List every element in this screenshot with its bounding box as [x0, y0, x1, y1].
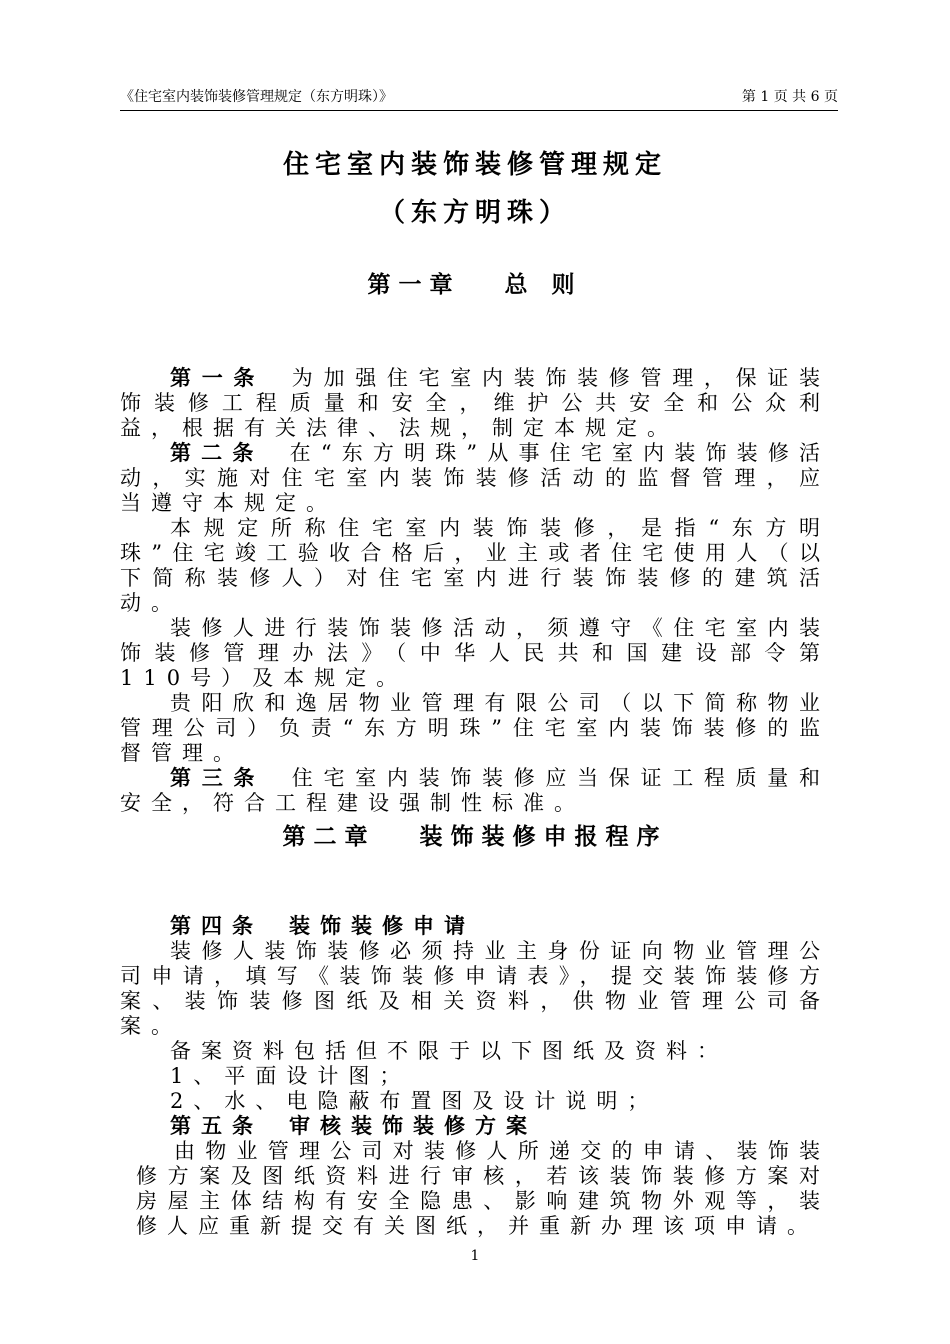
- article-4-heading: [120, 914, 830, 939]
- paragraph-application: 装修人装饰装修必须持业主身份证向物业管理公司申请，填写《装饰装修申请表》，提交装饰装修方案、装饰装修图纸及相关资料，供物业管理公司备案。: [120, 939, 830, 1038]
- article-2-text: 在“东方明珠”从事住宅室内装饰装修活动，实施对住宅室内装饰装修活动的监督管理，应当遵守本规定。: [120, 441, 830, 515]
- article-4-label: 第四条: [170, 914, 263, 938]
- chapter-1-number: 第一章: [367, 272, 461, 298]
- list-item-floor-plan: 1、平面设计图；: [170, 1064, 411, 1088]
- document-subtitle: （东方明珠）: [378, 198, 571, 228]
- chapter-2-heading: [0, 818, 950, 851]
- article-5-heading: [120, 1114, 830, 1139]
- article-2: [120, 441, 830, 516]
- header-doc-title: 《住宅室内装饰装修管理规定（东方明珠）》: [120, 89, 393, 105]
- chapter-1-heading: [0, 266, 950, 299]
- article-3-label: 第三条: [170, 766, 266, 790]
- article-5-title: 审核装饰装修方案: [289, 1114, 537, 1138]
- list-item-hidden-works: 2、水、电隐蔽布置图及设计说明；: [170, 1089, 659, 1113]
- article-1-label: 第一条: [170, 366, 266, 390]
- article-2-label: 第二条: [170, 441, 264, 465]
- article-4-title: 装饰装修申请: [289, 914, 475, 938]
- article-3-text: 住宅室内装饰装修应当保证工程质量和安全，符合工程建设强制性标准。: [120, 766, 831, 815]
- paragraph-supervision: 贵阳欣和逸居物业管理有限公司（以下简称物业管理公司）负责“东方明珠”住宅室内装饰装修的监督管理。: [120, 691, 830, 765]
- paragraph-review: 由物业管理公司对装修人所递交的申请、装饰装修方案及图纸资料进行审核，若该装饰装修方案对房屋主体结构有安全隐患、影响建筑物外观等，装修人应重新提交有关图纸，并重新办理该项申请。: [136, 1139, 830, 1238]
- chapter-1-title: 总 则: [504, 272, 583, 298]
- paragraph-materials: 备案资料包括但不限于以下图纸及资料：: [170, 1039, 728, 1063]
- chapter-2-number: 第二章: [282, 824, 376, 850]
- document-title: 住宅室内装饰装修管理规定: [282, 150, 667, 180]
- header-page-info: 第 1 页 共 6 页: [741, 89, 838, 105]
- article-1: [120, 366, 830, 441]
- paragraph-compliance: 装修人进行装饰装修活动，须遵守《住宅室内装饰装修管理办法》（中华人民共和国建设部令第110号）及本规定。: [120, 616, 830, 690]
- page-header: [120, 86, 838, 111]
- chapter-2-body: [120, 914, 830, 1239]
- paragraph-definition: 本规定所称住宅室内装饰装修，是指“东方明珠”住宅竣工验收合格后，业主或者住宅使用人（以下简称装修人）对住宅室内进行装饰装修的建筑活动。: [120, 516, 830, 615]
- article-1-text: 为加强住宅室内装饰装修管理，保证装饰装修工程质量和安全，维护公共安全和公众利益，根据有关法律、法规，制定本规定。: [120, 366, 831, 440]
- page-number: 1: [470, 1248, 480, 1264]
- article-5-label: 第五条: [170, 1114, 263, 1138]
- chapter-1-body: [120, 366, 830, 816]
- article-3: [120, 766, 830, 816]
- chapter-2-title: 装饰装修申报程序: [419, 824, 668, 850]
